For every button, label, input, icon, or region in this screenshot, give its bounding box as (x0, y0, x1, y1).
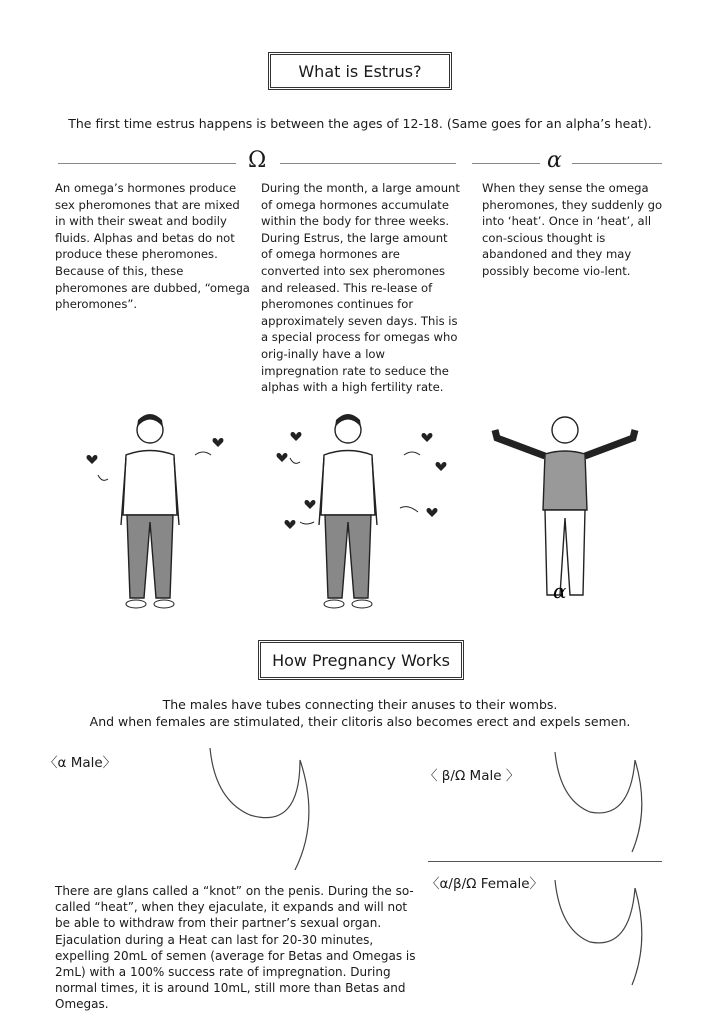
alpha-column: When they sense the omega pheromones, they suddenly go into ‘heat’. Once in ‘heat’, all con-scious thought is abandoned and they may possibly become vio-lent. (482, 181, 663, 278)
label-alpha-male: 〈α Male〉 (44, 755, 117, 771)
alpha-mark: α (553, 579, 567, 603)
omega-symbol: Ω (248, 148, 267, 173)
estrus-intro: The first time estrus happens is between the ages of 12-18. (Same goes for an alpha’s heat). (68, 116, 652, 131)
section-title-estrus: What is Estrus? (268, 52, 452, 90)
female-diagram (555, 880, 642, 985)
knot-paragraph: There are glans called a “knot” on the penis. During the so-called “heat”, when they ejaculate, it expands and will not be able to withdraw from their partner’s sexual organ. Ejaculation during a Heat can last for 20-30 minutes, expelling 20mL of semen (average for Betas and Omegas is 2mL) with a 100% success rate of impregnation. During normal times, it is around 10mL, still more than Betas and Omegas. (55, 884, 416, 1012)
section-title-pregnancy: How Pregnancy Works (258, 640, 464, 680)
alpha-male-diagram (210, 748, 309, 870)
omega-column-2: During the month, a large amount of omega hormones accumulate within the body for three weeks. During Estrus, the large amount of omega hormones are converted into sex pheromones and released. This re-lease of pheromones continues for approximately seven days. This is a special process for omegas who orig-inally have a low impregnation rate to seduce the alphas with a high fertility rate. (261, 181, 460, 395)
alpha-symbol: α (547, 148, 562, 173)
beta-omega-male-diagram (555, 752, 642, 852)
omega-column-1: An omega’s hormones produce sex pheromones that are mixed in with their sweat and bodily fluids. Alphas and betas do not produce these pheromones. Because of this, these pheromones are dubbed, “omega pheromones”. (55, 181, 250, 312)
label-female: 〈α/β/Ω Female〉 (426, 876, 544, 892)
pregnancy-intro-2: And when females are stimulated, their clitoris also becomes erect and expels semen. (89, 714, 631, 729)
pregnancy-intro-1: The males have tubes connecting their anuses to their wombs. (162, 697, 558, 712)
label-beta-omega-male: 〈 β/Ω Male 〉 (424, 768, 520, 784)
